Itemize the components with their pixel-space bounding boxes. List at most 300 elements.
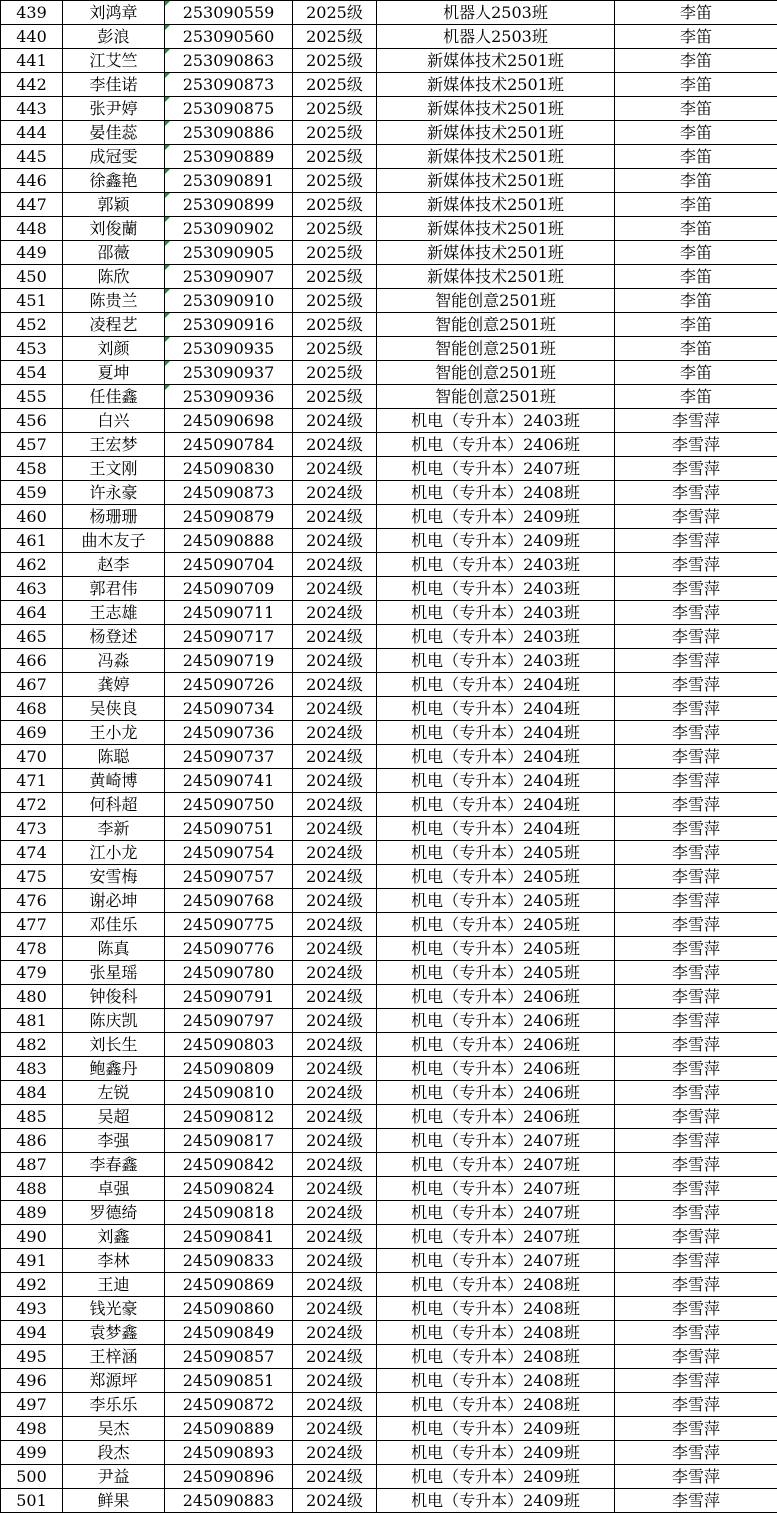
student-name-cell: 陈欣 <box>63 265 165 289</box>
grade-cell: 2025级 <box>293 361 377 385</box>
grade-cell: 2024级 <box>293 913 377 937</box>
row-number-cell: 451 <box>1 289 63 313</box>
teacher-cell: 李雪萍 <box>615 1273 777 1297</box>
row-number-cell: 495 <box>1 1345 63 1369</box>
grade-cell: 2024级 <box>293 721 377 745</box>
grade-cell: 2024级 <box>293 481 377 505</box>
table-row <box>1 625 777 649</box>
row-number-cell: 500 <box>1 1465 63 1489</box>
teacher-cell: 李笛 <box>615 73 777 97</box>
student-id-cell: 253090863 <box>165 49 293 73</box>
student-name-cell: 黄崎博 <box>63 769 165 793</box>
class-cell: 机电（专升本）2403班 <box>377 409 615 433</box>
class-cell: 智能创意2501班 <box>377 361 615 385</box>
table-row <box>1 1441 777 1465</box>
teacher-cell: 李雪萍 <box>615 577 777 601</box>
student-id-cell: 245090833 <box>165 1249 293 1273</box>
grade-cell: 2024级 <box>293 1345 377 1369</box>
row-number-cell: 448 <box>1 217 63 241</box>
row-number-cell: 490 <box>1 1225 63 1249</box>
student-name-cell: 鲜果 <box>63 1489 165 1513</box>
student-name-cell: 郑源坪 <box>63 1369 165 1393</box>
table-row <box>1 1273 777 1297</box>
class-cell: 智能创意2501班 <box>377 337 615 361</box>
class-cell: 机电（专升本）2405班 <box>377 865 615 889</box>
student-id-cell: 253090910 <box>165 289 293 313</box>
table-row <box>1 1465 777 1489</box>
row-number-cell: 479 <box>1 961 63 985</box>
row-number-cell: 469 <box>1 721 63 745</box>
teacher-cell: 李雪萍 <box>615 625 777 649</box>
class-cell: 新媒体技术2501班 <box>377 145 615 169</box>
student-name-cell: 杨登述 <box>63 625 165 649</box>
teacher-cell: 李雪萍 <box>615 1105 777 1129</box>
student-name-cell: 龚婷 <box>63 673 165 697</box>
row-number-cell: 443 <box>1 97 63 121</box>
grade-cell: 2024级 <box>293 505 377 529</box>
teacher-cell: 李雪萍 <box>615 505 777 529</box>
student-id-cell: 253090891 <box>165 169 293 193</box>
grade-cell: 2024级 <box>293 1009 377 1033</box>
table-row <box>1 865 777 889</box>
class-cell: 机电（专升本）2405班 <box>377 937 615 961</box>
row-number-cell: 489 <box>1 1201 63 1225</box>
teacher-cell: 李雪萍 <box>615 1129 777 1153</box>
class-cell: 机电（专升本）2408班 <box>377 481 615 505</box>
student-id-cell: 245090818 <box>165 1201 293 1225</box>
class-cell: 机电（专升本）2407班 <box>377 1201 615 1225</box>
table-row <box>1 457 777 481</box>
class-cell: 新媒体技术2501班 <box>377 217 615 241</box>
teacher-cell: 李笛 <box>615 193 777 217</box>
teacher-cell: 李雪萍 <box>615 769 777 793</box>
student-id-cell: 245090824 <box>165 1177 293 1201</box>
student-name-cell: 成冠雯 <box>63 145 165 169</box>
row-number-cell: 460 <box>1 505 63 529</box>
student-name-cell: 郭颖 <box>63 193 165 217</box>
student-id-cell: 245090869 <box>165 1273 293 1297</box>
table-row <box>1 1249 777 1273</box>
table-row <box>1 217 777 241</box>
table-body <box>1 1 777 1513</box>
student-name-cell: 冯淼 <box>63 649 165 673</box>
table-row <box>1 241 777 265</box>
student-name-cell: 王志雄 <box>63 601 165 625</box>
grade-cell: 2024级 <box>293 841 377 865</box>
teacher-cell: 李雪萍 <box>615 1417 777 1441</box>
class-cell: 智能创意2501班 <box>377 289 615 313</box>
grade-cell: 2024级 <box>293 697 377 721</box>
student-name-cell: 晏佳蕊 <box>63 121 165 145</box>
class-cell: 机电（专升本）2405班 <box>377 913 615 937</box>
table-row <box>1 505 777 529</box>
table-row <box>1 1153 777 1177</box>
grade-cell: 2024级 <box>293 1441 377 1465</box>
student-name-cell: 李春鑫 <box>63 1153 165 1177</box>
teacher-cell: 李雪萍 <box>615 1369 777 1393</box>
table-row <box>1 601 777 625</box>
row-number-cell: 492 <box>1 1273 63 1297</box>
table-row <box>1 361 777 385</box>
grade-cell: 2024级 <box>293 1129 377 1153</box>
student-name-cell: 张星瑶 <box>63 961 165 985</box>
class-cell: 机电（专升本）2408班 <box>377 1321 615 1345</box>
student-id-cell: 245090809 <box>165 1057 293 1081</box>
teacher-cell: 李雪萍 <box>615 913 777 937</box>
row-number-cell: 462 <box>1 553 63 577</box>
student-id-cell: 253090875 <box>165 97 293 121</box>
student-id-cell: 253090905 <box>165 241 293 265</box>
grade-cell: 2024级 <box>293 865 377 889</box>
student-name-cell: 段杰 <box>63 1441 165 1465</box>
class-cell: 新媒体技术2501班 <box>377 97 615 121</box>
row-number-cell: 467 <box>1 673 63 697</box>
grade-cell: 2024级 <box>293 1297 377 1321</box>
table-row <box>1 409 777 433</box>
student-id-cell: 245090754 <box>165 841 293 865</box>
class-cell: 机电（专升本）2406班 <box>377 1057 615 1081</box>
student-id-cell: 245090751 <box>165 817 293 841</box>
row-number-cell: 468 <box>1 697 63 721</box>
row-number-cell: 459 <box>1 481 63 505</box>
class-cell: 机电（专升本）2406班 <box>377 1009 615 1033</box>
student-id-cell: 245090741 <box>165 769 293 793</box>
row-number-cell: 497 <box>1 1393 63 1417</box>
class-cell: 机电（专升本）2404班 <box>377 721 615 745</box>
class-cell: 机电（专升本）2409班 <box>377 505 615 529</box>
row-number-cell: 465 <box>1 625 63 649</box>
class-cell: 机电（专升本）2407班 <box>377 457 615 481</box>
row-number-cell: 480 <box>1 985 63 1009</box>
grade-cell: 2025级 <box>293 145 377 169</box>
student-name-cell: 何科超 <box>63 793 165 817</box>
teacher-cell: 李雪萍 <box>615 745 777 769</box>
student-name-cell: 鲍鑫丹 <box>63 1057 165 1081</box>
teacher-cell: 李雪萍 <box>615 841 777 865</box>
grade-cell: 2025级 <box>293 217 377 241</box>
teacher-cell: 李雪萍 <box>615 1321 777 1345</box>
class-cell: 机电（专升本）2403班 <box>377 553 615 577</box>
table-row <box>1 553 777 577</box>
student-id-cell: 245090711 <box>165 601 293 625</box>
class-cell: 机电（专升本）2408班 <box>377 1297 615 1321</box>
row-number-cell: 441 <box>1 49 63 73</box>
teacher-cell: 李笛 <box>615 241 777 265</box>
class-cell: 机电（专升本）2409班 <box>377 1441 615 1465</box>
table-row <box>1 481 777 505</box>
student-id-cell: 245090757 <box>165 865 293 889</box>
table-row <box>1 1297 777 1321</box>
student-name-cell: 刘颜 <box>63 337 165 361</box>
grade-cell: 2025级 <box>293 385 377 409</box>
table-row <box>1 121 777 145</box>
teacher-cell: 李雪萍 <box>615 1297 777 1321</box>
teacher-cell: 李雪萍 <box>615 457 777 481</box>
teacher-cell: 李雪萍 <box>615 721 777 745</box>
table-row <box>1 793 777 817</box>
row-number-cell: 473 <box>1 817 63 841</box>
teacher-cell: 李雪萍 <box>615 1201 777 1225</box>
class-cell: 机电（专升本）2407班 <box>377 1129 615 1153</box>
teacher-cell: 李雪萍 <box>615 985 777 1009</box>
table-row <box>1 289 777 313</box>
table-row <box>1 1081 777 1105</box>
student-id-cell: 245090797 <box>165 1009 293 1033</box>
student-name-cell: 刘鸿章 <box>63 1 165 25</box>
row-number-cell: 488 <box>1 1177 63 1201</box>
student-id-cell: 245090775 <box>165 913 293 937</box>
row-number-cell: 476 <box>1 889 63 913</box>
grade-cell: 2025级 <box>293 193 377 217</box>
row-number-cell: 464 <box>1 601 63 625</box>
table-row <box>1 529 777 553</box>
table-row <box>1 1105 777 1129</box>
student-name-cell: 凌程艺 <box>63 313 165 337</box>
grade-cell: 2024级 <box>293 1225 377 1249</box>
teacher-cell: 李笛 <box>615 265 777 289</box>
student-name-cell: 任佳鑫 <box>63 385 165 409</box>
grade-cell: 2025级 <box>293 265 377 289</box>
student-id-cell: 253090899 <box>165 193 293 217</box>
student-id-cell: 245090791 <box>165 985 293 1009</box>
table-row <box>1 1321 777 1345</box>
student-id-cell: 245090888 <box>165 529 293 553</box>
student-id-cell: 245090857 <box>165 1345 293 1369</box>
row-number-cell: 463 <box>1 577 63 601</box>
student-name-cell: 安雪梅 <box>63 865 165 889</box>
row-number-cell: 454 <box>1 361 63 385</box>
table-row <box>1 1177 777 1201</box>
student-id-cell: 245090873 <box>165 481 293 505</box>
table-row <box>1 145 777 169</box>
table-row <box>1 745 777 769</box>
row-number-cell: 474 <box>1 841 63 865</box>
class-cell: 机电（专升本）2408班 <box>377 1393 615 1417</box>
table-row <box>1 433 777 457</box>
row-number-cell: 477 <box>1 913 63 937</box>
teacher-cell: 李雪萍 <box>615 553 777 577</box>
teacher-cell: 李雪萍 <box>615 673 777 697</box>
student-id-cell: 245090817 <box>165 1129 293 1153</box>
student-id-cell: 253090902 <box>165 217 293 241</box>
table-row <box>1 649 777 673</box>
row-number-cell: 461 <box>1 529 63 553</box>
student-id-cell: 245090841 <box>165 1225 293 1249</box>
teacher-cell: 李笛 <box>615 97 777 121</box>
student-name-cell: 郭君伟 <box>63 577 165 601</box>
row-number-cell: 450 <box>1 265 63 289</box>
row-number-cell: 496 <box>1 1369 63 1393</box>
student-id-cell: 245090784 <box>165 433 293 457</box>
teacher-cell: 李笛 <box>615 385 777 409</box>
student-id-cell: 253090560 <box>165 25 293 49</box>
class-cell: 机电（专升本）2408班 <box>377 1345 615 1369</box>
grade-cell: 2024级 <box>293 1369 377 1393</box>
teacher-cell: 李雪萍 <box>615 697 777 721</box>
student-id-cell: 253090889 <box>165 145 293 169</box>
grade-cell: 2024级 <box>293 817 377 841</box>
row-number-cell: 442 <box>1 73 63 97</box>
student-id-cell: 253090937 <box>165 361 293 385</box>
student-id-cell: 253090873 <box>165 73 293 97</box>
class-cell: 智能创意2501班 <box>377 313 615 337</box>
class-cell: 机电（专升本）2406班 <box>377 985 615 1009</box>
grade-cell: 2025级 <box>293 1 377 25</box>
student-name-cell: 刘长生 <box>63 1033 165 1057</box>
grade-cell: 2025级 <box>293 97 377 121</box>
class-cell: 新媒体技术2501班 <box>377 121 615 145</box>
class-cell: 机电（专升本）2409班 <box>377 1465 615 1489</box>
grade-cell: 2025级 <box>293 313 377 337</box>
student-name-cell: 李乐乐 <box>63 1393 165 1417</box>
row-number-cell: 440 <box>1 25 63 49</box>
student-name-cell: 曲木友子 <box>63 529 165 553</box>
student-id-cell: 245090812 <box>165 1105 293 1129</box>
student-name-cell: 邵薇 <box>63 241 165 265</box>
row-number-cell: 483 <box>1 1057 63 1081</box>
student-name-cell: 罗德绮 <box>63 1201 165 1225</box>
class-cell: 机电（专升本）2405班 <box>377 961 615 985</box>
teacher-cell: 李雪萍 <box>615 793 777 817</box>
row-number-cell: 472 <box>1 793 63 817</box>
row-number-cell: 444 <box>1 121 63 145</box>
grade-cell: 2025级 <box>293 25 377 49</box>
teacher-cell: 李雪萍 <box>615 409 777 433</box>
teacher-cell: 李笛 <box>615 169 777 193</box>
table-row <box>1 1225 777 1249</box>
table-row <box>1 265 777 289</box>
student-name-cell: 钱光豪 <box>63 1297 165 1321</box>
teacher-cell: 李雪萍 <box>615 433 777 457</box>
row-number-cell: 445 <box>1 145 63 169</box>
class-cell: 机电（专升本）2409班 <box>377 529 615 553</box>
grade-cell: 2024级 <box>293 961 377 985</box>
table-row <box>1 1057 777 1081</box>
student-name-cell: 卓强 <box>63 1177 165 1201</box>
table-row <box>1 1489 777 1513</box>
grade-cell: 2024级 <box>293 577 377 601</box>
table-row <box>1 1129 777 1153</box>
student-name-cell: 陈贵兰 <box>63 289 165 313</box>
student-id-cell: 245090810 <box>165 1081 293 1105</box>
teacher-cell: 李雪萍 <box>615 481 777 505</box>
grade-cell: 2024级 <box>293 1393 377 1417</box>
table-row <box>1 577 777 601</box>
teacher-cell: 李雪萍 <box>615 1081 777 1105</box>
student-id-cell: 245090776 <box>165 937 293 961</box>
table-row <box>1 193 777 217</box>
row-number-cell: 493 <box>1 1297 63 1321</box>
class-cell: 新媒体技术2501班 <box>377 73 615 97</box>
student-name-cell: 江艾竺 <box>63 49 165 73</box>
grade-cell: 2024级 <box>293 601 377 625</box>
grade-cell: 2024级 <box>293 745 377 769</box>
class-cell: 机器人2503班 <box>377 25 615 49</box>
table-row <box>1 49 777 73</box>
row-number-cell: 499 <box>1 1441 63 1465</box>
student-id-cell: 253090559 <box>165 1 293 25</box>
student-name-cell: 刘俊蘭 <box>63 217 165 241</box>
row-number-cell: 447 <box>1 193 63 217</box>
student-id-cell: 245090896 <box>165 1465 293 1489</box>
student-id-cell: 245090780 <box>165 961 293 985</box>
teacher-cell: 李笛 <box>615 25 777 49</box>
row-number-cell: 457 <box>1 433 63 457</box>
student-id-cell: 245090872 <box>165 1393 293 1417</box>
student-name-cell: 谢必坤 <box>63 889 165 913</box>
student-id-cell: 245090860 <box>165 1297 293 1321</box>
student-name-cell: 邓佳乐 <box>63 913 165 937</box>
table-row <box>1 937 777 961</box>
student-name-cell: 陈聪 <box>63 745 165 769</box>
row-number-cell: 484 <box>1 1081 63 1105</box>
grade-cell: 2024级 <box>293 1273 377 1297</box>
row-number-cell: 471 <box>1 769 63 793</box>
grade-cell: 2024级 <box>293 937 377 961</box>
class-cell: 机电（专升本）2403班 <box>377 625 615 649</box>
row-number-cell: 453 <box>1 337 63 361</box>
student-id-cell: 245090698 <box>165 409 293 433</box>
class-cell: 机电（专升本）2407班 <box>377 1249 615 1273</box>
grade-cell: 2024级 <box>293 1417 377 1441</box>
row-number-cell: 481 <box>1 1009 63 1033</box>
grade-cell: 2025级 <box>293 73 377 97</box>
row-number-cell: 452 <box>1 313 63 337</box>
teacher-cell: 李笛 <box>615 337 777 361</box>
student-id-cell: 253090936 <box>165 385 293 409</box>
class-cell: 机器人2503班 <box>377 1 615 25</box>
student-id-cell: 245090734 <box>165 697 293 721</box>
row-number-cell: 466 <box>1 649 63 673</box>
teacher-cell: 李笛 <box>615 313 777 337</box>
student-name-cell: 尹益 <box>63 1465 165 1489</box>
teacher-cell: 李雪萍 <box>615 649 777 673</box>
grade-cell: 2024级 <box>293 769 377 793</box>
class-cell: 机电（专升本）2404班 <box>377 769 615 793</box>
class-cell: 新媒体技术2501班 <box>377 169 615 193</box>
teacher-cell: 李雪萍 <box>615 1033 777 1057</box>
row-number-cell: 449 <box>1 241 63 265</box>
student-id-cell: 245090726 <box>165 673 293 697</box>
student-name-cell: 李佳诺 <box>63 73 165 97</box>
grade-cell: 2025级 <box>293 289 377 313</box>
student-id-cell: 245090883 <box>165 1489 293 1513</box>
grade-cell: 2025级 <box>293 49 377 73</box>
table-row <box>1 841 777 865</box>
teacher-cell: 李雪萍 <box>615 817 777 841</box>
row-number-cell: 470 <box>1 745 63 769</box>
table-row <box>1 697 777 721</box>
class-cell: 机电（专升本）2404班 <box>377 697 615 721</box>
grade-cell: 2024级 <box>293 673 377 697</box>
table-row <box>1 337 777 361</box>
student-name-cell: 赵李 <box>63 553 165 577</box>
student-name-cell: 杨珊珊 <box>63 505 165 529</box>
class-cell: 机电（专升本）2403班 <box>377 649 615 673</box>
table-row <box>1 1201 777 1225</box>
student-name-cell: 李强 <box>63 1129 165 1153</box>
student-id-cell: 245090709 <box>165 577 293 601</box>
grade-cell: 2024级 <box>293 1465 377 1489</box>
teacher-cell: 李笛 <box>615 1 777 25</box>
student-name-cell: 王文刚 <box>63 457 165 481</box>
table-row <box>1 985 777 1009</box>
class-cell: 机电（专升本）2404班 <box>377 793 615 817</box>
teacher-cell: 李笛 <box>615 145 777 169</box>
student-id-cell: 245090768 <box>165 889 293 913</box>
class-cell: 新媒体技术2501班 <box>377 49 615 73</box>
grade-cell: 2024级 <box>293 1177 377 1201</box>
